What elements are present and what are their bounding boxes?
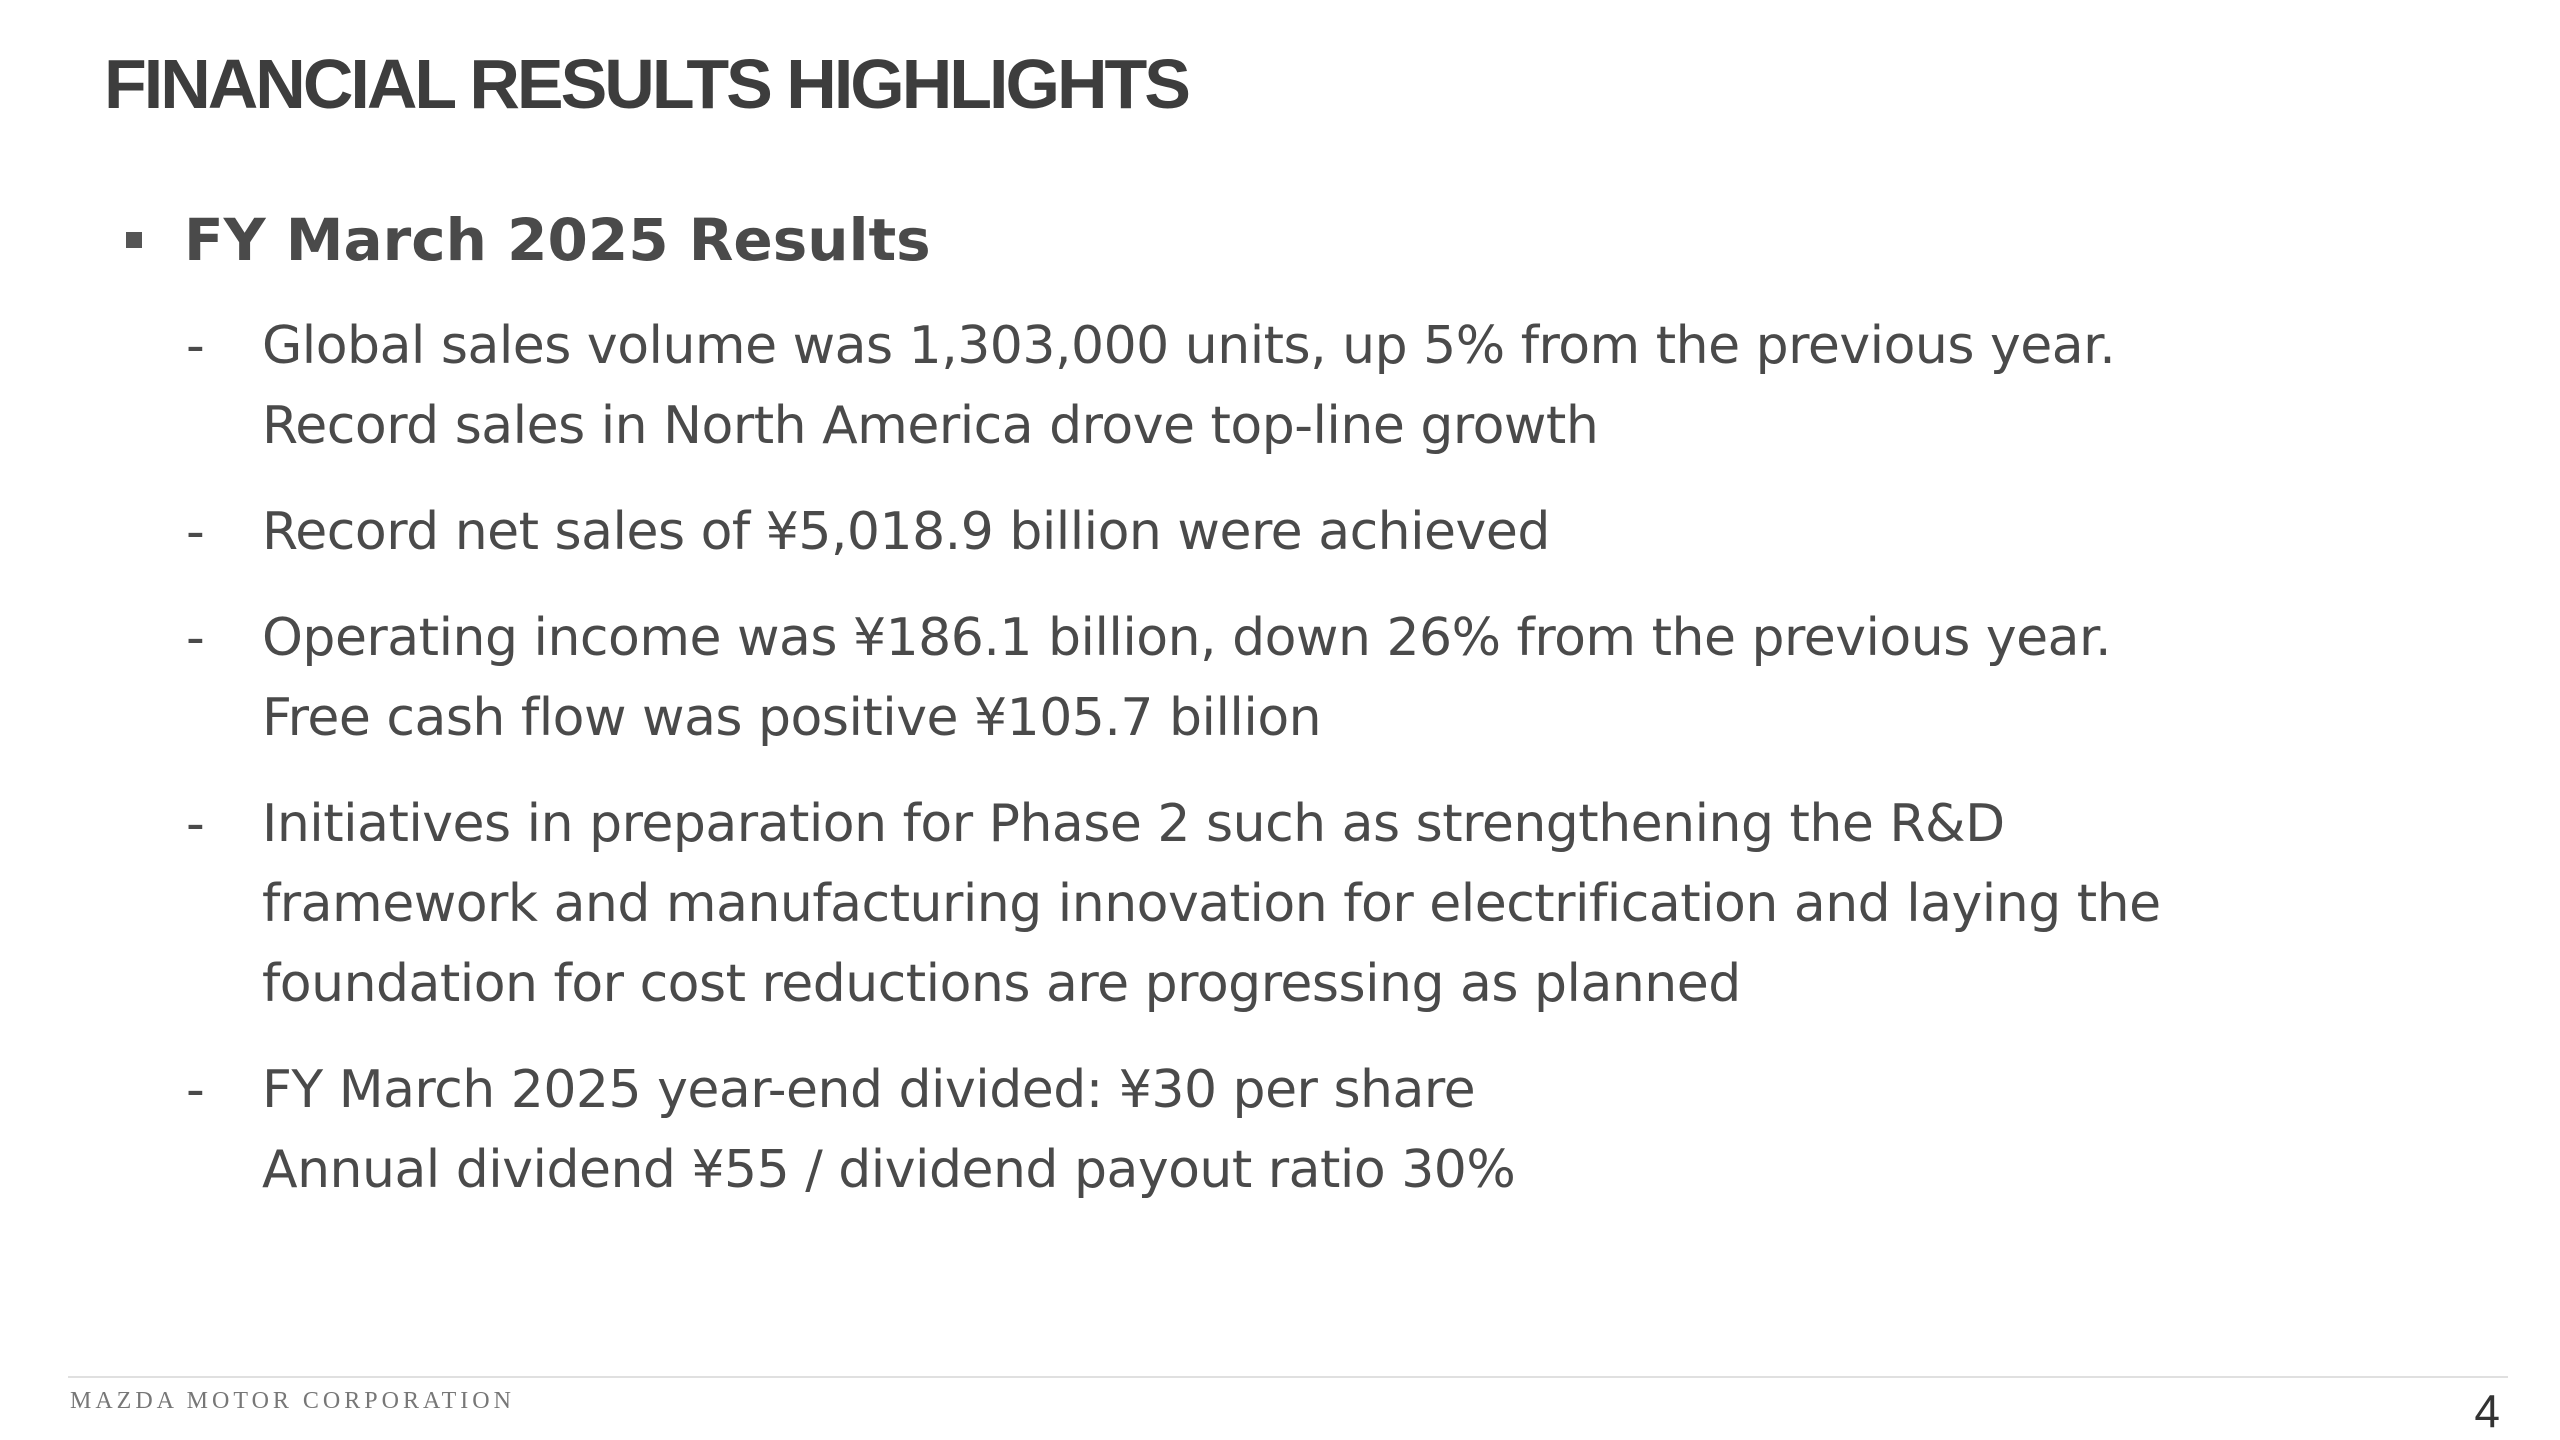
dash-marker: - bbox=[186, 1060, 205, 1120]
bullet-line: Record sales in North America drove top-line growth bbox=[262, 396, 1599, 456]
bullet-dividend bbox=[186, 1050, 2466, 1210]
section-heading-row bbox=[126, 198, 2456, 282]
bullet-line: Operating income was ¥186.1 billion, down 26% from the previous year. bbox=[262, 608, 2112, 668]
square-bullet-icon bbox=[126, 232, 142, 248]
dash-marker: - bbox=[186, 316, 205, 376]
dash-marker: - bbox=[186, 794, 205, 854]
bullet-line: Free cash flow was positive ¥105.7 billion bbox=[262, 688, 1322, 748]
slide-title: FINANCIAL RESULTS HIGHLIGHTS bbox=[104, 45, 1188, 123]
bullet-text bbox=[262, 492, 1550, 572]
bullet-line: Global sales volume was 1,303,000 units, up 5% from the previous year. bbox=[262, 316, 2116, 376]
section-heading: FY March 2025 Results bbox=[184, 206, 931, 274]
footer-divider bbox=[68, 1376, 2508, 1378]
bullet-line: framework and manufacturing innovation for electrification and laying the bbox=[262, 874, 2161, 934]
bullet-phase-2-initiatives bbox=[186, 784, 2466, 1024]
bullet-line: foundation for cost reductions are progressing as planned bbox=[262, 954, 1741, 1014]
bullet-list bbox=[186, 306, 2466, 1236]
bullet-net-sales bbox=[186, 492, 2466, 572]
bullet-operating-income bbox=[186, 598, 2466, 758]
dash-marker: - bbox=[186, 608, 205, 668]
bullet-text bbox=[262, 598, 2111, 758]
bullet-text bbox=[262, 306, 2115, 466]
results-section bbox=[126, 198, 2456, 1200]
bullet-global-sales bbox=[186, 306, 2466, 466]
bullet-text bbox=[262, 784, 2161, 1024]
bullet-line: FY March 2025 year-end divided: ¥30 per share bbox=[262, 1060, 1476, 1120]
company-name: MAZDA MOTOR CORPORATION bbox=[70, 1388, 515, 1414]
bullet-line: Initiatives in preparation for Phase 2 such as strengthening the R&D bbox=[262, 794, 2005, 854]
bullet-line: Record net sales of ¥5,018.9 billion were achieved bbox=[262, 502, 1550, 562]
page-number: 4 bbox=[2474, 1385, 2500, 1437]
dash-marker: - bbox=[186, 502, 205, 562]
bullet-line: Annual dividend ¥55 / dividend payout ratio 30% bbox=[262, 1140, 1516, 1200]
bullet-text bbox=[262, 1050, 1515, 1210]
